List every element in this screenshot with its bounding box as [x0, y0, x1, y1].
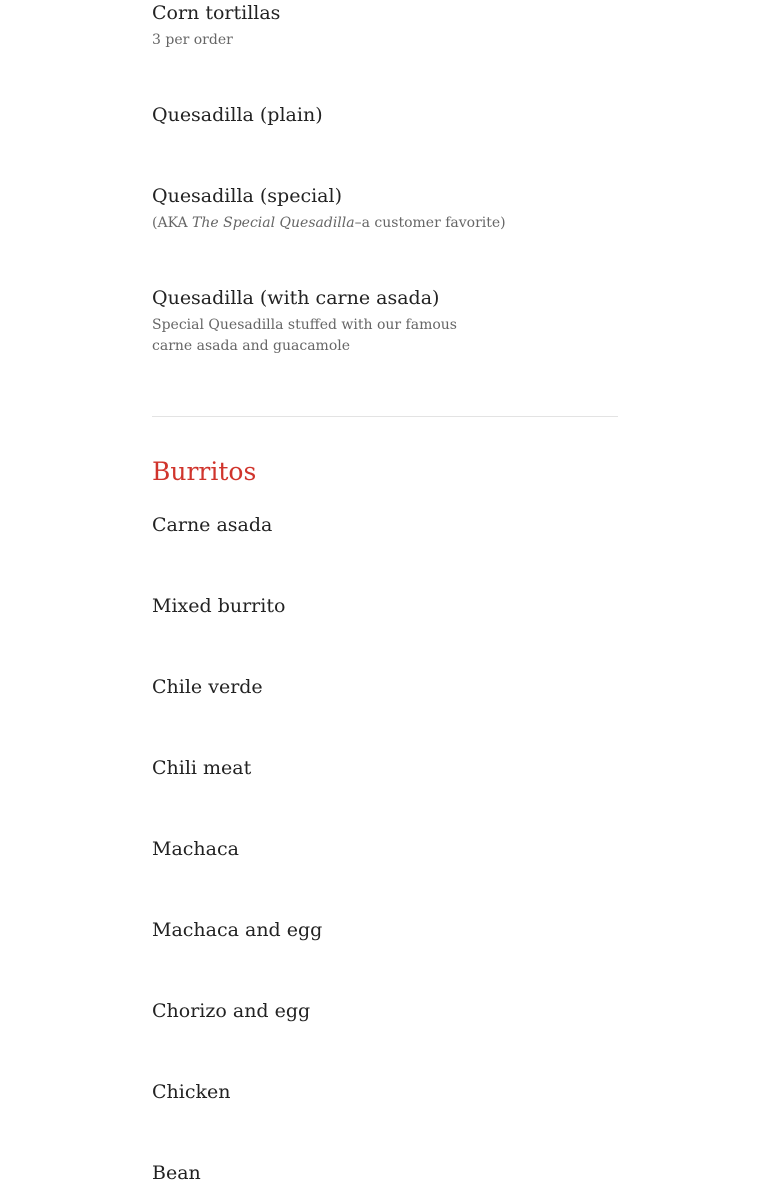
menu-item	[152, 674, 618, 700]
menu-item-quesadilla-plain	[152, 102, 618, 128]
menu-item	[152, 755, 618, 781]
menu-item-name: Quesadilla (plain)	[152, 104, 323, 126]
menu-item-name: Chili meat	[152, 757, 252, 779]
menu-item-quesadilla-carne-asada	[152, 285, 618, 357]
menu-item-name: Chile verde	[152, 676, 263, 698]
menu-item	[152, 593, 618, 619]
menu-item-name: Quesadilla (special)	[152, 185, 342, 207]
menu-item-description: Special Quesadilla stuffed with our famous carne asada and guacamole	[152, 317, 457, 354]
menu-item-name: Mixed burrito	[152, 595, 286, 617]
menu-item-name: Corn tortillas	[152, 2, 281, 24]
menu-item	[152, 1079, 618, 1105]
menu-item	[152, 512, 618, 538]
description-prefix: (AKA	[152, 215, 193, 231]
menu-item	[152, 1160, 618, 1186]
menu-item-name: Chorizo and egg	[152, 1000, 311, 1022]
menu-item-description: 3 per order	[152, 32, 233, 48]
menu-item-name: Quesadilla (with carne asada)	[152, 287, 440, 309]
menu-item-name: Bean	[152, 1162, 201, 1184]
section-divider	[152, 416, 618, 417]
menu-item-corn-tortillas	[152, 0, 618, 51]
menu-item-name: Machaca	[152, 838, 239, 860]
menu-item-description	[152, 213, 618, 234]
menu-item-name: Chicken	[152, 1081, 231, 1103]
description-italic-name: The Special Quesadilla	[192, 215, 355, 231]
menu-item	[152, 836, 618, 862]
menu-item	[152, 998, 618, 1024]
menu-item-name: Machaca and egg	[152, 919, 323, 941]
menu-item-name: Carne asada	[152, 514, 273, 536]
description-suffix: –a customer favorite)	[354, 215, 506, 231]
menu-item-quesadilla-special	[152, 183, 618, 234]
menu-item	[152, 917, 618, 943]
section-title-burritos: Burritos	[152, 457, 257, 486]
